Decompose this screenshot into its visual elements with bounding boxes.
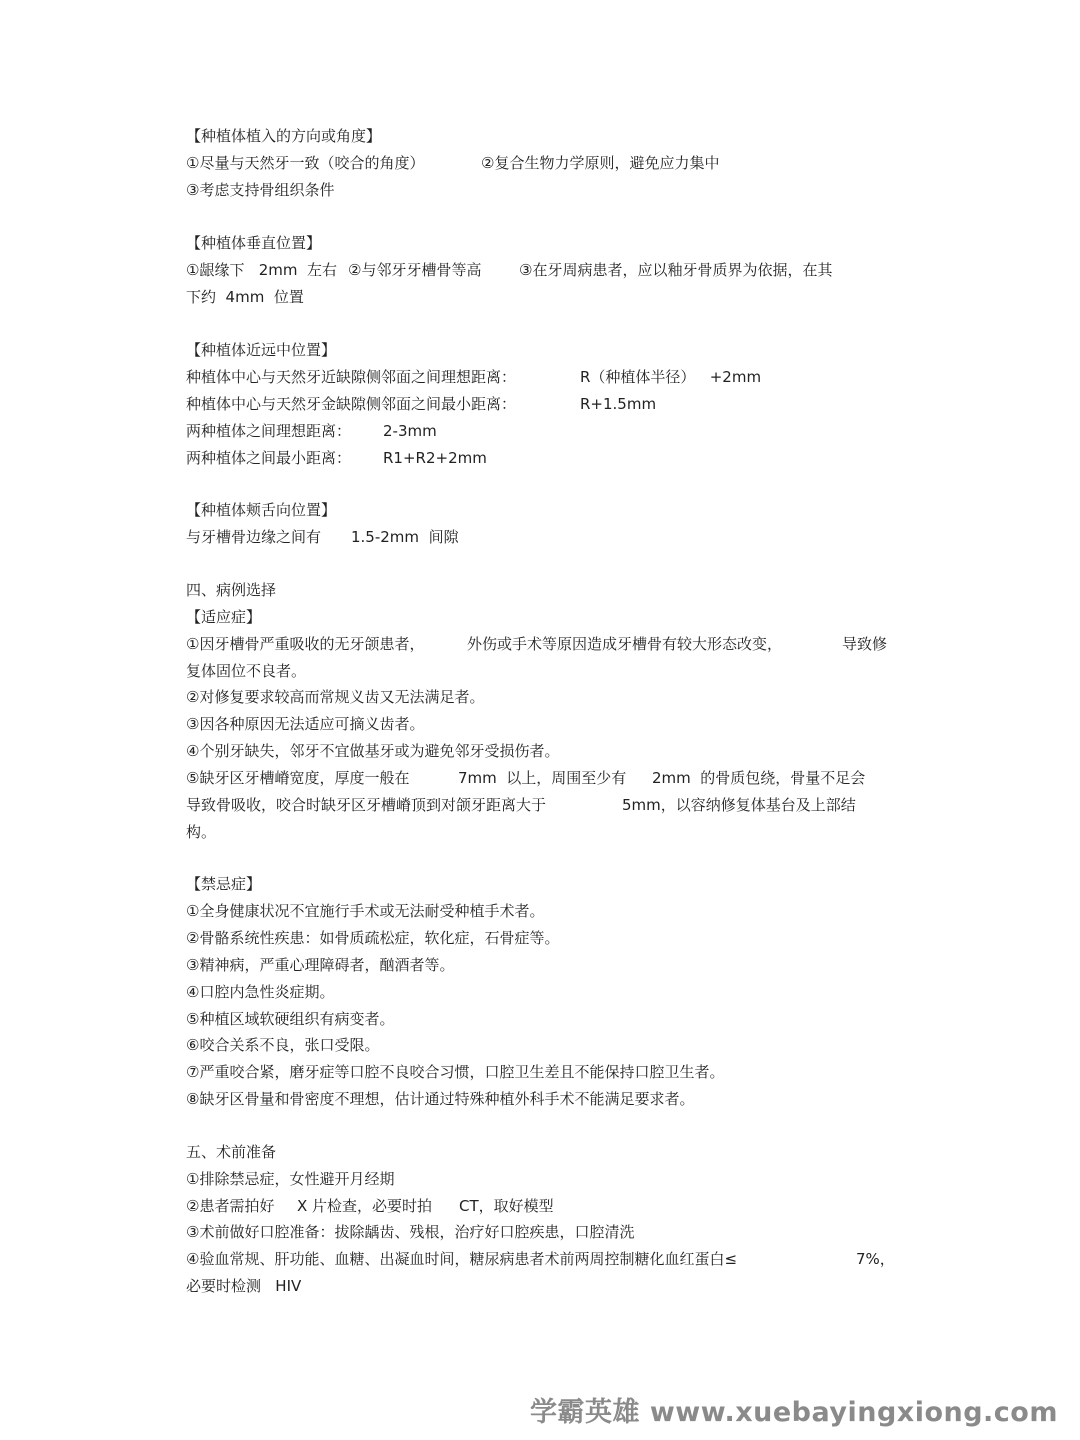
text-line: ③在牙周病患者，应以釉牙骨质界为依据，在其 xyxy=(519,261,833,279)
text-line: ⑤种植区域软硬组织有病变者。 xyxy=(186,1010,395,1028)
text-line: X 片检查，必要时拍 xyxy=(297,1197,433,1215)
text-line: ②与邻牙牙槽骨等高 xyxy=(348,261,482,279)
chapter-title-preop: 五、术前准备 xyxy=(186,1143,277,1161)
text-line: ④个别牙缺失，邻牙不宜做基牙或为避免邻牙受损伤者。 xyxy=(186,742,560,760)
text-value: R+1.5mm xyxy=(580,395,657,413)
text-line: 与牙槽骨边缘之间有 xyxy=(186,528,322,546)
section-heading-vertical: 【种植体垂直位置】 xyxy=(186,234,322,252)
section-heading-mesiodistal: 【种植体近远中位置】 xyxy=(186,341,337,359)
text-line: 7%， xyxy=(856,1250,895,1268)
watermark: 学霸英雄 www.xuebayingxiong.com xyxy=(529,1397,1058,1428)
text-line: 构。 xyxy=(186,823,217,841)
text-value: 1.5-2mm 间隙 xyxy=(351,528,459,546)
text-line: ②骨骼系统性疾患：如骨质疏松症，软化症，石骨症等。 xyxy=(186,929,560,947)
text-line: 必要时检测 HIV xyxy=(186,1277,302,1295)
section-heading-indications: 【适应症】 xyxy=(186,608,262,626)
text-value: R（种植体半径） +2mm xyxy=(580,368,762,386)
text-line: ⑥咬合关系不良，张口受限。 xyxy=(186,1036,380,1054)
text-line: ③考虑支持骨组织条件 xyxy=(186,181,335,199)
section-heading-contraindications: 【禁忌症】 xyxy=(186,875,262,893)
text-line: ③因各种原因无法适应可摘义齿者。 xyxy=(186,715,425,733)
text-line: ④验血常规、肝功能、血糖、出凝血时间，糖尿病患者术前两周控制糖化血红蛋白≤ xyxy=(186,1250,738,1268)
text-value: R1+R2+2mm xyxy=(383,449,487,467)
text-line: ③术前做好口腔准备：拔除龋齿、残根，治疗好口腔疾患，口腔清洗 xyxy=(186,1223,635,1241)
text-line: 下约 4mm 位置 xyxy=(186,288,304,306)
text-line: 种植体中心与天然牙金缺隙侧邻面之间最小距离： xyxy=(186,395,517,413)
text-value: 2-3mm xyxy=(383,422,437,440)
text-line: ①全身健康状况不宜施行手术或无法耐受种植手术者。 xyxy=(186,902,545,920)
text-line: ②对修复要求较高而常规义齿又无法满足者。 xyxy=(186,688,485,706)
text-line: ①尽量与天然牙一致（咬合的角度） xyxy=(186,154,425,172)
text-line: ④口腔内急性炎症期。 xyxy=(186,983,335,1001)
section-heading-direction: 【种植体植入的方向或角度】 xyxy=(186,127,382,145)
text-line: 5mm，以容纳修复体基台及上部结 xyxy=(622,796,856,814)
text-line: ③精神病，严重心理障碍者，酗酒者等。 xyxy=(186,956,455,974)
text-line: ⑤缺牙区牙槽嵴宽度，厚度一般在 xyxy=(186,769,410,787)
text-line: ⑧缺牙区骨量和骨密度不理想，估计通过特殊种植外科手术不能满足要求者。 xyxy=(186,1090,695,1108)
text-line: ①因牙槽骨严重吸收的无牙颌患者， xyxy=(186,635,425,653)
text-line: 导致修 xyxy=(842,635,888,653)
text-line: ②复合生物力学原则，避免应力集中 xyxy=(481,154,720,172)
text-line: 两种植体之间最小距离： xyxy=(186,449,352,467)
text-line: ①排除禁忌症，女性避开月经期 xyxy=(186,1170,395,1188)
text-line: ②患者需拍好 xyxy=(186,1197,275,1215)
text-line: CT，取好模型 xyxy=(459,1197,554,1215)
chapter-title-case-selection: 四、病例选择 xyxy=(186,581,277,599)
text-line: 外伤或手术等原因造成牙槽骨有较大形态改变， xyxy=(467,635,783,653)
text-line: ⑦严重咬合紧，磨牙症等口腔不良咬合习惯，口腔卫生差且不能保持口腔卫生者。 xyxy=(186,1063,725,1081)
text-line: 2mm 的骨质包绕，骨量不足会 xyxy=(652,769,866,787)
text-line: 种植体中心与天然牙近缺隙侧邻面之间理想距离： xyxy=(186,368,517,386)
text-line: 复体固位不良者。 xyxy=(186,662,307,680)
text-line: ①龈缘下 2mm 左右 xyxy=(186,261,338,279)
text-line: 导致骨吸收，咬合时缺牙区牙槽嵴顶到对颌牙距离大于 xyxy=(186,796,547,814)
text-line: 两种植体之间理想距离： xyxy=(186,422,352,440)
text-line: 7mm 以上，周围至少有 xyxy=(458,769,627,787)
section-heading-buccolingual: 【种植体颊舌向位置】 xyxy=(186,501,337,519)
